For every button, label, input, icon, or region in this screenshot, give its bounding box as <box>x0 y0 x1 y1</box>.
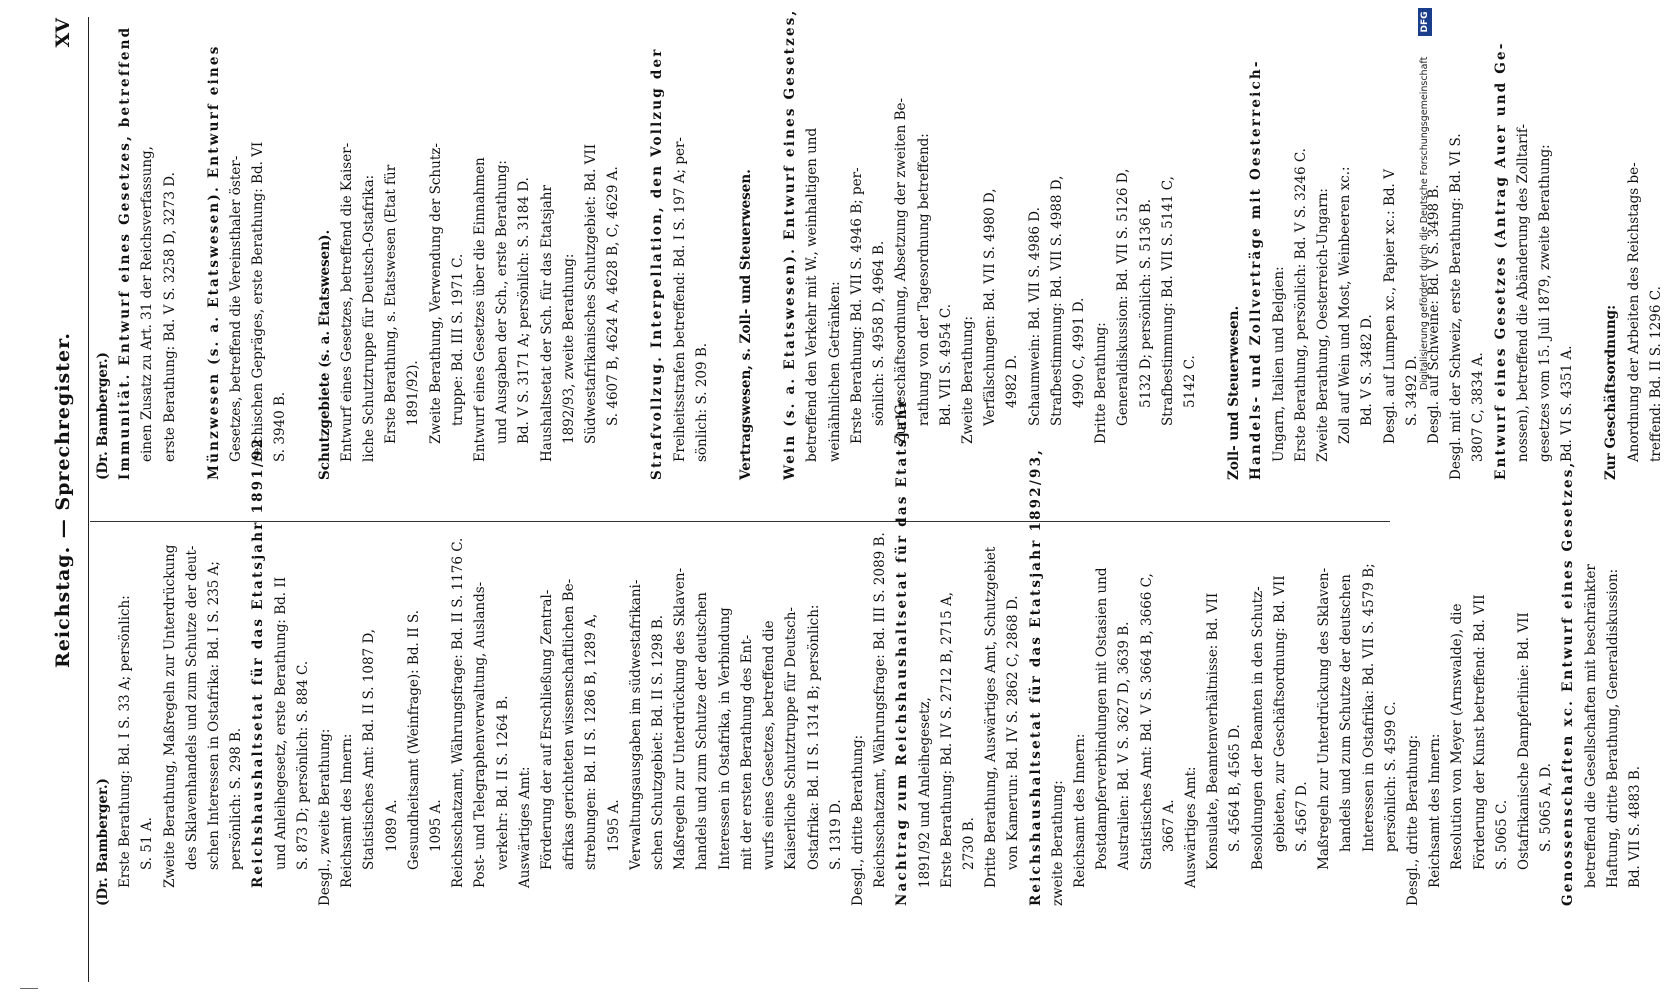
index-line: Reichshaushaltsetat für das Etatsjahr 1892/93, <box>1027 447 1044 906</box>
index-line: Reichsschatzamt, Währungsfrage: Bd. III S. 2089 B. <box>872 532 889 888</box>
index-line: Reichsamt des Innern: <box>339 733 356 888</box>
index-line: betreffend die Gesellschaften mit beschränkter <box>1582 564 1599 888</box>
index-line: schen Schutzgebiet: Bd. II S. 1298 B. <box>650 614 667 870</box>
index-line: des Sklavenhandels und zum Schutze der deut- <box>183 545 200 870</box>
index-line: 3667 A. <box>1160 799 1177 852</box>
index-line: S. 1319 D. <box>827 799 844 870</box>
index-line: Statistisches Amt: Bd. V S. 3664 B, 3666 C, <box>1138 573 1155 870</box>
index-line: (Dr. Bamberger.) <box>95 352 111 480</box>
index-line: afrikas gerichteten wissenschaftlichen Be- <box>561 578 578 870</box>
index-line: truppe: Bd. III S. 1971 C. <box>449 253 466 426</box>
index-line: Strafvollzug. Interpellation, den Vollzug der <box>649 47 666 480</box>
index-line <box>1578 40 1600 480</box>
index-line: 4990 C, 4991 D. <box>1070 297 1087 408</box>
index-line: Desgl. auf Lumpen xc., Papier xc.: Bd. V <box>1381 169 1398 444</box>
index-line: und Ausgaben der Sch., erste Berathung: <box>494 160 511 444</box>
index-line: 1891/92). <box>405 360 422 426</box>
index-line: verkehr: Bd. II S. 1264 B. <box>494 695 511 870</box>
index-line: S. 51 A. <box>139 817 156 870</box>
index-line: Entwurf eines Gesetzes (Antrag Auer und Ge- <box>1492 41 1509 480</box>
index-line: Verfälschungen: Bd. VII S. 4980 D, <box>982 188 999 426</box>
index-line: Reichsamt des Innern: <box>1427 733 1444 888</box>
index-line: 1891/92 und Anleihegesetz, <box>916 697 933 888</box>
index-line: Südwestafrikanisches Schutzgebiet: Bd. VII <box>583 143 600 444</box>
index-line <box>292 40 314 480</box>
index-line: handels und zum Schutze der deutschen <box>1338 574 1355 852</box>
index-line: Generaldiskussion: Bd. VII S. 5126 D, <box>1115 168 1132 426</box>
index-line: Ostafrika: Bd. II S. 1314 B; persönlich: <box>805 604 822 870</box>
index-line: Förderung der Kunst betreffend: Bd. VII <box>1471 594 1488 870</box>
index-line: Münzwesen (s. a. Etatswesen). Entwurf eines <box>205 44 222 480</box>
index-line: Reichsschatzamt, Währungsfrage: Bd. II S. 1176 C. <box>450 537 467 888</box>
index-line: weinähnlichen Getränken: <box>826 281 843 462</box>
index-line: Entwurf eines Gesetzes, betreffend die Kaiser- <box>338 142 355 462</box>
index-line: betreffend den Verkehr mit W., weinhaltigen und <box>804 127 821 462</box>
index-line: Statistisches Amt: Bd. II S. 1087 D, <box>361 628 378 870</box>
index-line: Immunität. Entwurf eines Gesetzes, betreffend <box>117 25 134 480</box>
index-line: von Kamerun: Bd. IV S. 2862 C, 2868 D. <box>1005 595 1022 870</box>
index-line: Ostafrikanische Dampferlinie: Bd. VII <box>1516 612 1532 870</box>
index-line: Dritte Berathung: <box>1093 322 1110 444</box>
index-line: 1089 A. <box>383 799 400 852</box>
index-line: Auswärtiges Amt: <box>1182 766 1199 888</box>
running-header <box>52 0 82 1000</box>
index-line: Erste Berathung: Bd. I S. 33 A; persönlich: <box>117 595 134 888</box>
index-line: Erste Berathung, persönlich: Bd. V S. 3246 C. <box>1292 148 1309 462</box>
dfg-strip <box>1418 8 1432 388</box>
index-line: Dritte Berathung, Auswärtiges Amt, Schutzgebiet <box>983 546 1000 888</box>
index-line: Strafbestimmung: Bd. VII S. 5141 C, <box>1159 176 1176 426</box>
index-line: schen Interessen in Ostafrika: Bd. I S. 235 A; <box>206 561 223 870</box>
index-line: Nachtrag zum Reichshaushaltsetat für das Etatsjahr <box>894 398 911 906</box>
index-line: 3807 C, 3834 A. <box>1470 352 1487 462</box>
index-line: Bd. V S. 3482 D. <box>1359 314 1376 426</box>
index-line: Erste Berathung: Bd. VII S. 4946 B; per- <box>848 167 865 444</box>
index-line: gesetzes vom 15. Juli 1879, zweite Berathung: <box>1536 144 1553 462</box>
index-line: Entwurf eines Gesetzes über die Einnahmen <box>472 157 489 462</box>
index-line: Desgl., zweite Berathung: <box>317 728 334 906</box>
index-line: liche Schutztruppe für Deutsch-Ostafrika: <box>361 174 378 462</box>
index-line: 5142 C. <box>1181 355 1198 408</box>
index-line: Bd. V S. 3171 A; persönlich: S. 3184 D. <box>516 177 533 444</box>
index-line: Haftung, dritte Berathung, Generaldiskussion: <box>1604 568 1621 888</box>
index-line: und Anleihegesetz, erste Berathung: Bd. II <box>272 576 289 870</box>
index-line: S. 5065 C. <box>1493 799 1510 870</box>
index-line: Postdampferverbindungen mit Ostasien und <box>1094 567 1111 870</box>
index-line: Schutzgebiete (s. a. Etatswesen). <box>316 229 333 480</box>
index-line: Reichsamt des Innern: <box>1071 733 1088 888</box>
index-line: Kaiserliche Schutztruppe für Deutsch- <box>783 607 800 870</box>
index-line: Maßregeln zur Unterdrückung des Sklaven- <box>1316 567 1333 870</box>
index-line: Reichshaushaltsetat für das Etatsjahr 1891/92 <box>250 436 267 888</box>
index-line: Vertragswesen, s. Zoll- und Steuerwesen. <box>738 169 755 480</box>
index-line: strebungen: Bd. II S. 1286 B, 1289 A, <box>583 613 600 870</box>
index-line: Erste Berathung: Bd. IV S. 2712 B, 2715 A, <box>938 591 955 888</box>
index-line: Auswärtiges Amt: <box>516 766 533 888</box>
index-line: wurfs eines Gesetzes, betreffend die <box>761 620 778 870</box>
index-line: Förderung der auf Erschließung Zentral- <box>539 589 556 870</box>
index-line: (Dr. Bamberger.) <box>95 778 111 906</box>
page-number: XV <box>52 18 74 48</box>
index-line <box>1201 40 1223 480</box>
index-line: Zweite Berathung: <box>959 315 976 444</box>
index-line: handels und zum Schutze der deutschen <box>694 592 711 870</box>
dfg-logo: DFG <box>1418 8 1432 36</box>
index-line: Bd. VII S. 4883 B. <box>1627 765 1644 888</box>
index-line: erste Berathung: Bd. V S. 3258 D, 3273 D. <box>161 172 178 462</box>
index-line: Interessen in Ostafrika: Bd. VII S. 4579 B; <box>1360 563 1377 852</box>
index-line: gebieten, zur Geschäftsordnung: Bd. VII <box>1271 575 1288 852</box>
index-line: Zweite Berathung, Oesterreich-Ungarn: <box>1314 188 1331 462</box>
edge-mark <box>20 988 38 989</box>
index-line: Maßregeln zur Unterdrückung des Sklaven- <box>672 567 689 870</box>
index-line: persönlich: S. 4599 C. <box>1382 701 1399 852</box>
index-line: 4982 D. <box>1004 354 1021 408</box>
index-line: rathung von der Tagesordnung betreffend: <box>915 133 932 426</box>
index-line: 1095 A. <box>428 799 445 852</box>
index-line: sönlich: S. 4958 D, 4964 B. <box>871 240 888 426</box>
index-line: Bd. VI S. 4351 A. <box>1559 345 1576 462</box>
page-title: Reichstag. — Sprechregister. <box>52 332 74 668</box>
index-line: Desgl., dritte Berathung: <box>849 734 866 906</box>
index-line: persönlich: S. 298 B. <box>228 727 245 870</box>
index-line: Resolution von Meyer (Arnswalde), die <box>1449 603 1466 870</box>
index-line: Anordnung der Arbeiten des Reichstags be- <box>1625 162 1642 462</box>
index-line: Gesetzes, betreffend die Vereinsthaler öster- <box>228 155 245 462</box>
index-line: Zur Geschäftsordnung, Absetzung der zweiten Be- <box>893 97 910 444</box>
index-line: Zur Geschäftsordnung: <box>1603 304 1620 480</box>
index-line: S. 3940 B. <box>272 391 289 462</box>
index-line: Zweite Berathung, Maßregeln zur Unterdrückung <box>161 544 178 888</box>
dfg-credit: Digitalisierung gefördert durch die Deutsche Forschungsgemeinschaft <box>1419 56 1430 390</box>
index-line: Australien: Bd. V S. 3627 D, 3639 B. <box>1116 621 1133 870</box>
index-line: Verwaltungsausgaben im südwestafrikani- <box>627 579 644 870</box>
index-line: S. 5065 A, D. <box>1538 763 1555 852</box>
index-line: Besoldungen der Beamten in den Schutz- <box>1249 586 1266 870</box>
index-line: Desgl., dritte Berathung: <box>1404 734 1421 906</box>
index-line: S. 4564 B, 4565 D. <box>1227 724 1244 852</box>
index-line: Gesundheitsamt (Weinfrage): Bd. II S. <box>405 609 422 870</box>
index-line: Zoll auf Wein und Most, Weinbeeren xc.: <box>1337 166 1354 444</box>
index-line: Handels- und Zollverträge mit Oesterreich- <box>1248 59 1265 480</box>
index-line: Ungarn, Italien und Belgien: <box>1270 266 1287 462</box>
header-rule <box>88 17 89 982</box>
index-line: nossen), betreffend die Abänderung des Zolltarif- <box>1514 123 1531 462</box>
index-line: Strafbestimmung: Bd. VII S. 4988 D, <box>1048 175 1065 426</box>
index-line: Freiheitsstrafen betreffend: Bd. I S. 197 A; per- <box>671 137 688 462</box>
index-line: Bd. VII S. 4954 C. <box>937 304 954 426</box>
index-line: 5132 D; persönlich: S. 5136 B. <box>1137 198 1154 408</box>
index-line: Haushaltsetat der Sch. für das Etatsjahr <box>538 185 555 462</box>
index-line: 2730 B. <box>960 817 977 870</box>
index-line: Desgl. mit der Schweiz, erste Berathung: Bd. VI S. <box>1448 133 1465 480</box>
index-line: reichischen Gepräges, erste Berathung: Bd. VI <box>250 141 267 462</box>
index-line: Wein (s. a. Etatswesen). Entwurf eines Gesetzes, <box>782 8 799 480</box>
index-line: Post- und Telegraphenverwaltung, Auslands- <box>472 581 489 888</box>
index-line: S. 4567 D. <box>1293 781 1310 852</box>
index-line <box>713 40 735 480</box>
index-line: Zweite Berathung, Verwendung der Schutz- <box>427 143 444 444</box>
index-line: Desgl. auf Schweine: Bd. V S. 3498 B. <box>1425 184 1442 444</box>
index-line: Genossenschaften xc. Entwurf eines Gesetzes, <box>1560 460 1577 906</box>
index-line: Konsulate, Beamtenverhältnisse: Bd. VII <box>1205 592 1222 870</box>
index-line: Zoll- und Steuerwesen. <box>1226 305 1243 480</box>
index-line: Interessen in Ostafrika, in Verbindung <box>716 607 733 870</box>
index-line: treffend: Bd. II S. 1296 C. <box>1647 286 1664 462</box>
index-line: zweite Berathung: <box>1049 780 1066 906</box>
index-line: S. 4607 B, 4624 A, 4628 B, C, 4629 A. <box>605 166 622 426</box>
index-line: 1892/93, zweite Berathung: <box>560 253 577 444</box>
index-line: einen Zusatz zu Art. 31 der Reichsverfassung, <box>139 146 156 462</box>
index-line: Erste Berathung, s. Etatswesen (Etat für <box>383 164 400 444</box>
index-line: 1595 A. <box>605 799 622 852</box>
index-line <box>757 40 779 480</box>
index-line: sönlich: S. 209 B. <box>693 342 710 462</box>
index-line <box>181 40 203 480</box>
index-line: S. 873 D; persönlich: S. 884 C. <box>294 660 311 870</box>
index-line <box>624 40 646 480</box>
index-line: Schaumwein: Bd. VII S. 4986 D. <box>1026 207 1043 426</box>
index-line: S. 3492 D. <box>1403 355 1420 426</box>
index-line: mit der ersten Berathung des Ent- <box>738 634 755 870</box>
